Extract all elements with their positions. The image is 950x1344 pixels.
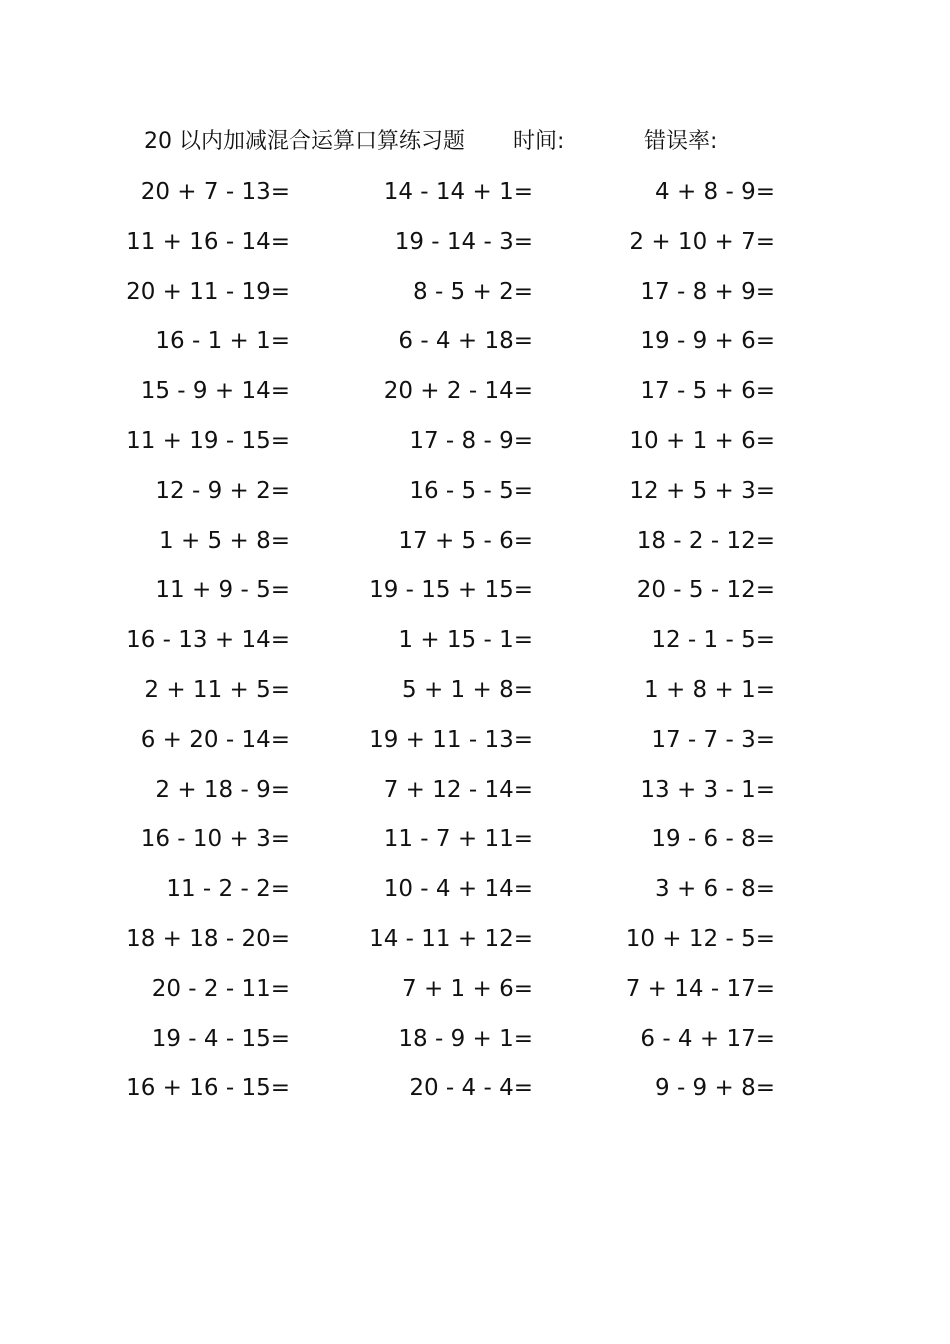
problem-item: 15 - 9 + 14= [140,378,290,405]
problem-item: 2 + 18 - 9= [155,776,290,803]
problem-item: 7 + 12 - 14= [383,776,533,803]
problem-item: 20 - 2 - 11= [151,975,290,1002]
problem-item: 20 + 11 - 19= [126,278,290,305]
problem-item: 17 - 8 + 9= [640,278,775,305]
problem-item: 20 + 7 - 13= [140,179,290,205]
problem-item: 1 + 8 + 1= [644,676,775,703]
problem-row [0,172,950,222]
problem-item: 18 + 18 - 20= [126,925,290,952]
problem-row [0,1068,950,1118]
worksheet-title: 20 以内加减混合运算口算练习题 [144,129,465,154]
problem-row [0,720,950,770]
problem-item: 11 - 7 + 11= [383,826,533,853]
problem-item: 16 - 5 - 5= [409,477,533,504]
problem-item: 10 + 12 - 5= [625,925,775,952]
problem-row [0,521,950,571]
problem-item: 19 - 9 + 6= [640,328,775,355]
problem-item: 16 + 16 - 15= [126,1075,290,1102]
problem-item: 20 + 2 - 14= [383,378,533,405]
problem-item: 8 - 5 + 2= [413,278,533,305]
problem-item: 10 + 1 + 6= [629,427,775,454]
problem-item: 18 - 9 + 1= [398,1025,533,1052]
problem-item: 17 - 7 - 3= [651,726,775,753]
problem-item: 14 - 14 + 1= [383,179,533,205]
problem-item: 11 + 9 - 5= [155,577,290,604]
problem-item: 3 + 6 - 8= [655,876,775,903]
problem-row [0,371,950,421]
problem-item: 11 + 16 - 14= [126,228,290,255]
problem-item: 6 - 4 + 17= [640,1025,775,1052]
problem-item: 19 - 14 - 3= [394,228,533,255]
problem-item: 11 + 19 - 15= [126,427,290,454]
problem-item: 11 - 2 - 2= [166,876,290,903]
problem-row [0,222,950,272]
problem-row [0,670,950,720]
problem-item: 13 + 3 - 1= [640,776,775,803]
problem-item: 1 + 15 - 1= [398,627,533,654]
problem-item: 18 - 2 - 12= [636,527,775,554]
problem-item: 12 - 1 - 5= [651,627,775,654]
problem-item: 9 - 9 + 8= [655,1075,775,1102]
problem-item: 4 + 8 - 9= [655,179,775,205]
problem-item: 19 - 4 - 15= [151,1025,290,1052]
problem-item: 20 - 4 - 4= [409,1075,533,1102]
problem-item: 16 - 1 + 1= [155,328,290,355]
problem-item: 14 - 11 + 12= [369,925,533,952]
problem-item: 6 + 20 - 14= [140,726,290,753]
problem-item: 17 - 5 + 6= [640,378,775,405]
problem-row [0,969,950,1019]
problem-item: 19 - 6 - 8= [651,826,775,853]
problem-item: 12 - 9 + 2= [155,477,290,504]
problem-row [0,321,950,371]
problem-row [0,869,950,919]
problem-row [0,471,950,521]
problem-row [0,570,950,620]
problem-item: 1 + 5 + 8= [159,527,290,554]
problem-item: 10 - 4 + 14= [383,876,533,903]
problem-row [0,919,950,969]
problem-item: 2 + 11 + 5= [144,676,290,703]
problem-item: 20 - 5 - 12= [636,577,775,604]
problem-item: 16 - 10 + 3= [140,826,290,853]
problem-item: 17 - 8 - 9= [409,427,533,454]
problem-item: 7 + 14 - 17= [625,975,775,1002]
problem-item: 17 + 5 - 6= [398,527,533,554]
worksheet-header [144,125,844,159]
problem-row [0,819,950,869]
problem-item: 19 + 11 - 13= [369,726,533,753]
problem-row [0,770,950,820]
problem-row [0,421,950,471]
problem-row [0,1019,950,1069]
problem-grid [0,172,950,1118]
problem-item: 12 + 5 + 3= [629,477,775,504]
problem-item: 2 + 10 + 7= [629,228,775,255]
problem-item: 5 + 1 + 8= [402,676,533,703]
problem-row [0,272,950,322]
problem-row [0,620,950,670]
problem-item: 7 + 1 + 6= [402,975,533,1002]
problem-item: 16 - 13 + 14= [126,627,290,654]
problem-item: 19 - 15 + 15= [369,577,533,604]
error-rate-label: 错误率: [644,129,718,154]
time-label: 时间: [513,129,565,154]
problem-item: 6 - 4 + 18= [398,328,533,355]
